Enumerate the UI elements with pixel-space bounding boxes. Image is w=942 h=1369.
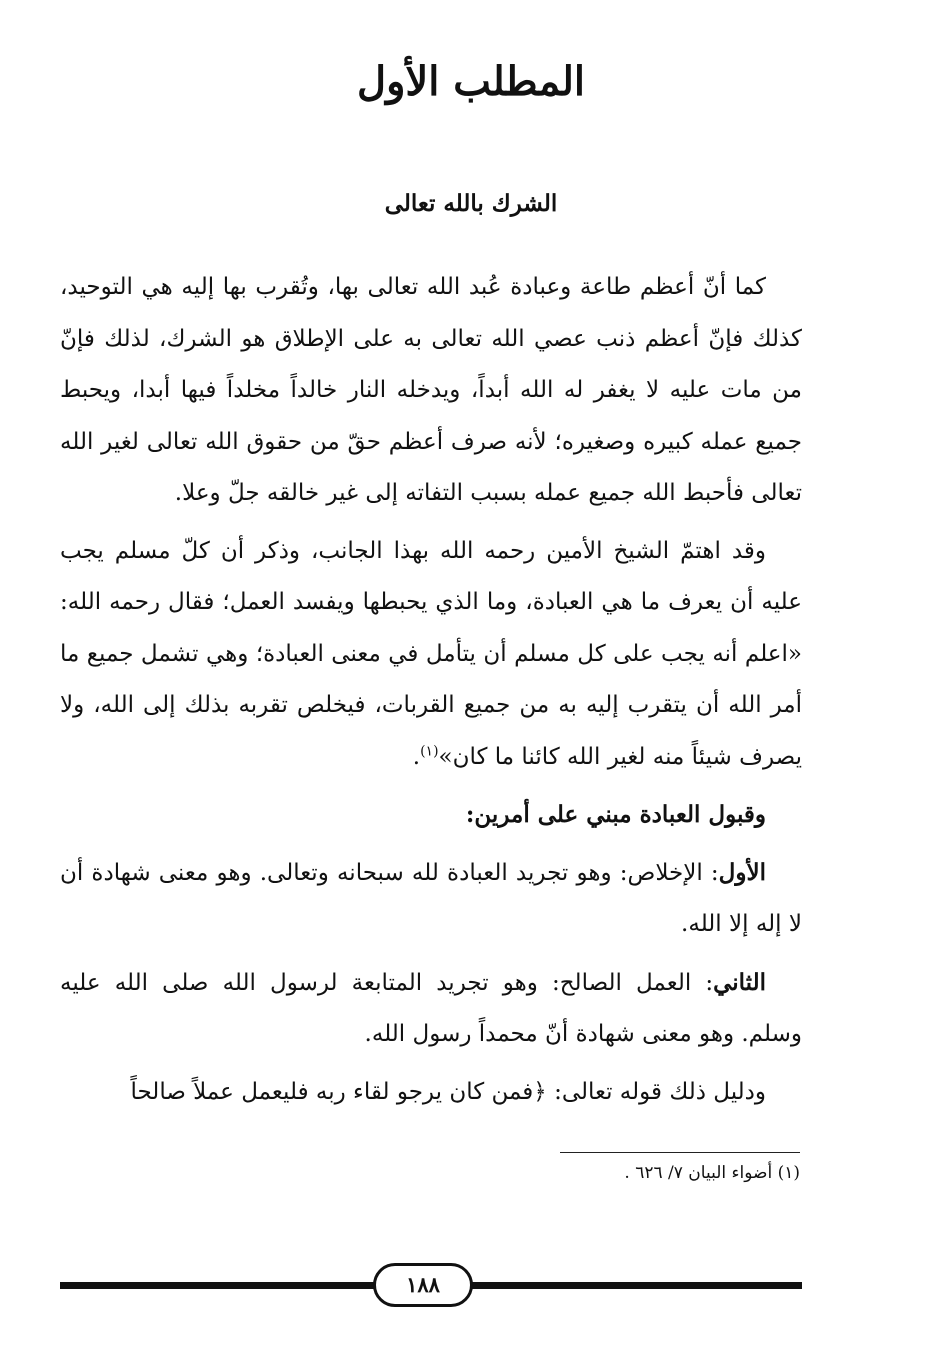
paragraph-conditions-intro	[60, 789, 802, 841]
paragraph-text: ودليل ذلك قوله تعالى: ﴿فمن كان يرجو لقاء ربه فليعمل عملاً صالحاً	[130, 1078, 766, 1105]
condition-label: الأول	[718, 858, 766, 886]
page-number: ١٨٨	[373, 1263, 473, 1307]
condition-label: الثاني	[713, 968, 766, 996]
paragraph-text: : الإخلاص: وهو تجريد العبادة لله سبحانه وتعالى. وهو معنى شهادة أن لا إله إلا الله.	[60, 859, 802, 937]
paragraph-text: : العمل الصالح: وهو تجريد المتابعة لرسول الله صلى الله عليه وسلم. وهو معنى شهادة أنّ محمداً رسول الله.	[60, 969, 802, 1047]
paragraph-text: كما أنّ أعظم طاعة وعبادة عُبد الله تعالى بها، وتُقرب بها إليه هي التوحيد، كذلك فإنّ أعظم ذنب عصي الله تعالى به على الإطلاق هو الشرك، لذلك فإنّ من مات عليه لا يغفر له الله أبداً، ويدخله النار خالداً مخلداً فيها أبدا، ويحبط جميع عمله كبيره وصغيره؛ لأنه صرف أعظم حقّ من حقوق الله تعالى لغير الله تعالى فأحبط الله جميع عمله بسبب التفاته إلى غير خالقه جلّ وعلا.	[60, 274, 802, 506]
paragraph-second-condition	[60, 957, 802, 1061]
paragraph-end: .	[412, 743, 421, 770]
paragraph-shirk-definition	[60, 262, 802, 520]
section-title: الشرك بالله تعالى	[384, 190, 558, 217]
paragraph-text: وقد اهتمّ الشيخ الأمين رحمه الله بهذا الجانب، وذكر أن كلّ مسلم يجب عليه أن يعرف ما هي العبادة، وما الذي يحبطها ويفسد العمل؛ فقال رحمه الله: «اعلم أنه يجب على كل مسلم أن يتأمل في معنى العبادة؛ وهي تشمل جميع ما أمر الله أن يتقرب إليه به من جميع القربات، فيخلص تقربه بذلك إلى الله، ولا يصرف شيئاً منه لغير الله كائنا ما كان»	[60, 537, 802, 770]
footnote-reference: (١)	[420, 742, 439, 759]
footnote-divider	[560, 1152, 800, 1153]
footnote: (١) أضواء البيان ٧/ ٦٢٦ .	[624, 1163, 800, 1183]
paragraph-evidence	[60, 1067, 802, 1119]
chapter-title: المطلب الأول	[357, 58, 585, 105]
paragraph-first-condition	[60, 847, 802, 951]
body-text	[60, 262, 802, 1124]
paragraph-text: وقبول العبادة مبني على أمرين:	[465, 801, 766, 828]
paragraph-quote	[60, 526, 802, 784]
